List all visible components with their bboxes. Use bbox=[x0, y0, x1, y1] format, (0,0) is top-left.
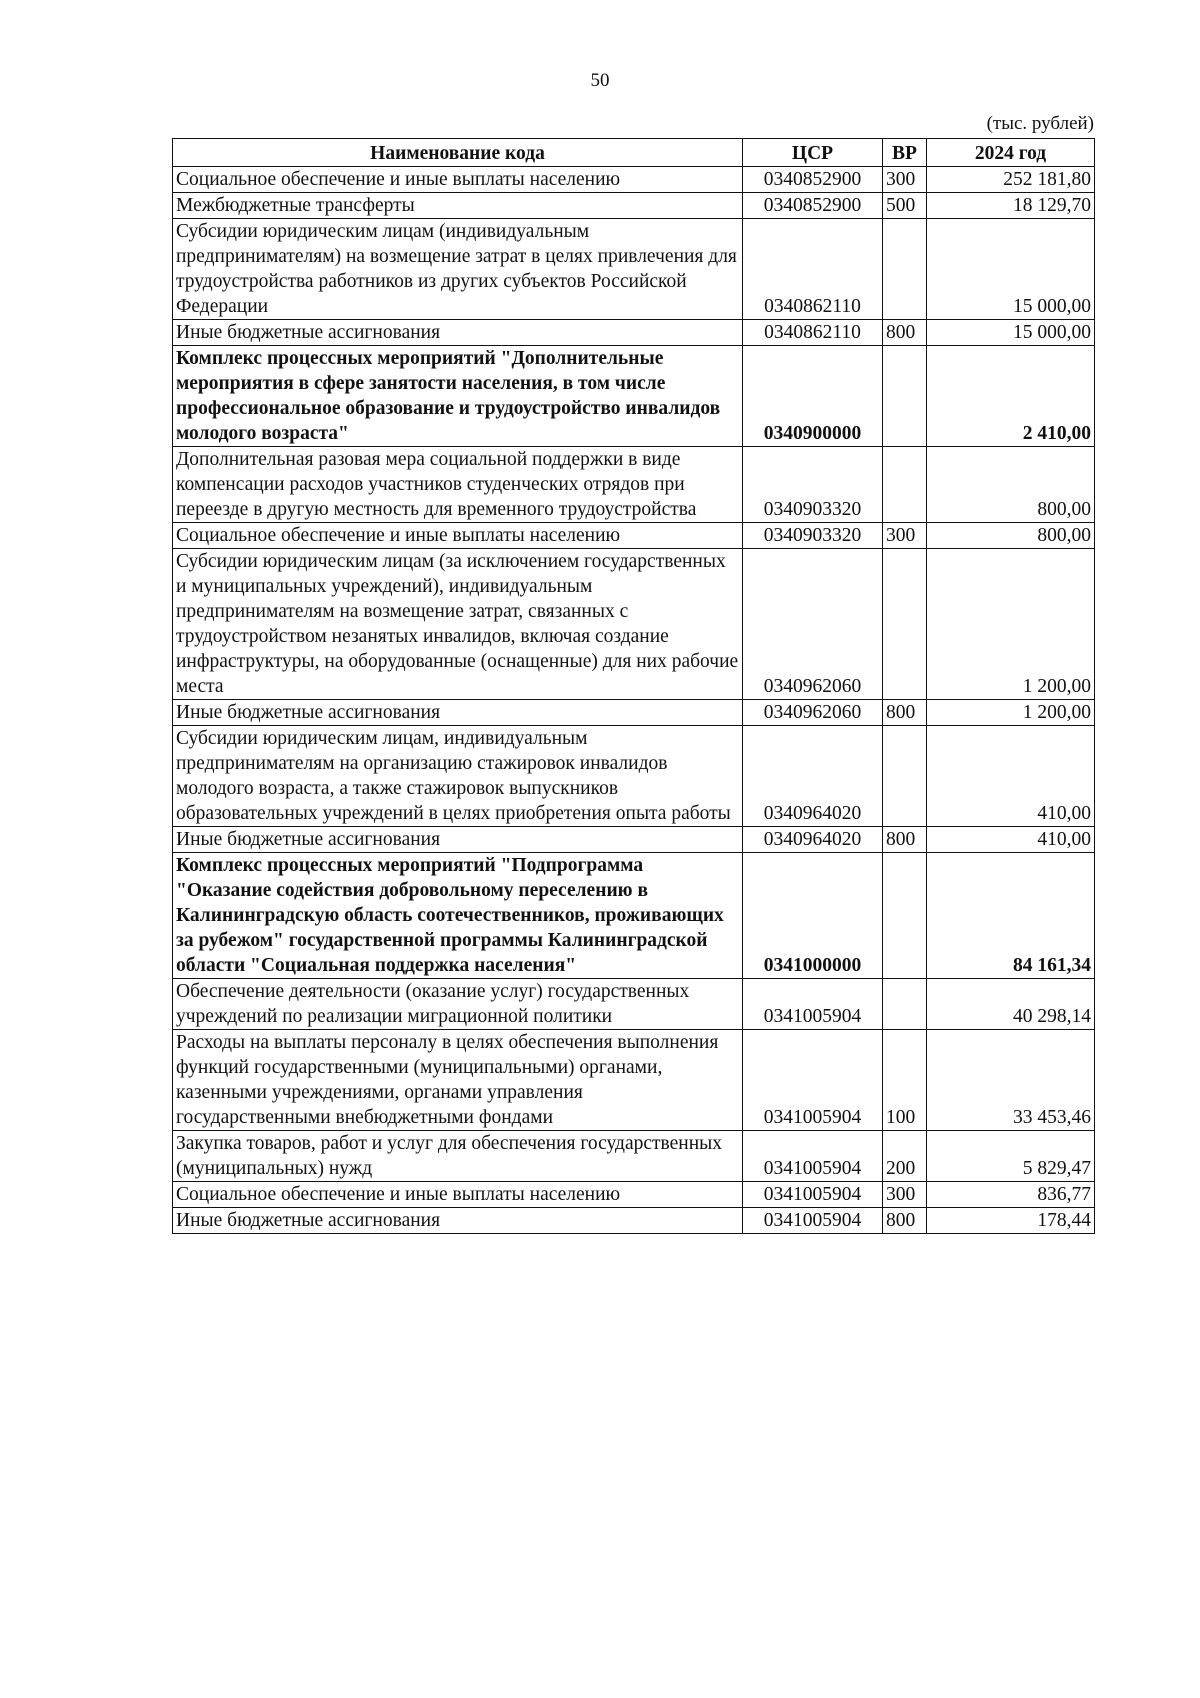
cell-csr: 0340862110 bbox=[743, 320, 883, 346]
cell-amount: 84 161,34 bbox=[927, 853, 1095, 979]
cell-name: Социальное обеспечение и иные выплаты населению bbox=[173, 523, 743, 549]
cell-name: Комплекс процессных мероприятий "Дополнительные мероприятия в сфере занятости населения, в том числе профессиональное образование и трудоустройство инвалидов молодого возраста" bbox=[173, 346, 743, 447]
cell-vr: 100 bbox=[883, 1030, 927, 1131]
cell-amount: 15 000,00 bbox=[927, 320, 1095, 346]
cell-name: Иные бюджетные ассигнования bbox=[173, 1208, 743, 1234]
cell-name: Дополнительная разовая мера социальной поддержки в виде компенсации расходов участников студенческих отрядов при переезде в другую местность для временного трудоустройства bbox=[173, 447, 743, 523]
table-row bbox=[173, 320, 1095, 346]
table-row bbox=[173, 219, 1095, 320]
header-amount: 2024 год bbox=[927, 139, 1095, 167]
cell-amount: 800,00 bbox=[927, 447, 1095, 523]
cell-amount: 15 000,00 bbox=[927, 219, 1095, 320]
cell-csr: 0341005904 bbox=[743, 1208, 883, 1234]
cell-amount: 2 410,00 bbox=[927, 346, 1095, 447]
cell-amount: 40 298,14 bbox=[927, 979, 1095, 1030]
cell-amount: 1 200,00 bbox=[927, 700, 1095, 726]
cell-vr bbox=[883, 346, 927, 447]
table-body bbox=[173, 167, 1095, 1234]
cell-vr: 800 bbox=[883, 700, 927, 726]
cell-vr: 300 bbox=[883, 1182, 927, 1208]
table-row bbox=[173, 549, 1095, 700]
table-row bbox=[173, 1131, 1095, 1182]
cell-csr: 0341005904 bbox=[743, 1131, 883, 1182]
cell-vr bbox=[883, 219, 927, 320]
cell-csr: 0340852900 bbox=[743, 193, 883, 219]
cell-amount: 33 453,46 bbox=[927, 1030, 1095, 1131]
budget-table bbox=[172, 138, 1095, 1234]
page-number: 50 bbox=[590, 70, 610, 91]
cell-amount: 836,77 bbox=[927, 1182, 1095, 1208]
cell-name: Социальное обеспечение и иные выплаты населению bbox=[173, 167, 743, 193]
cell-name: Иные бюджетные ассигнования bbox=[173, 320, 743, 346]
cell-vr bbox=[883, 549, 927, 700]
cell-csr: 0340903320 bbox=[743, 523, 883, 549]
cell-name: Комплекс процессных мероприятий "Подпрограмма "Оказание содействия добровольному переселению в Калининградскую область соотечественников, проживающих за рубежом" государственной программы Калининградской области "Социальная поддержка населения" bbox=[173, 853, 743, 979]
cell-vr bbox=[883, 979, 927, 1030]
cell-amount: 1 200,00 bbox=[927, 549, 1095, 700]
table-row bbox=[173, 167, 1095, 193]
cell-csr: 0340964020 bbox=[743, 726, 883, 827]
cell-csr: 0341005904 bbox=[743, 979, 883, 1030]
cell-csr: 0340852900 bbox=[743, 167, 883, 193]
cell-name: Иные бюджетные ассигнования bbox=[173, 700, 743, 726]
cell-name: Иные бюджетные ассигнования bbox=[173, 827, 743, 853]
cell-csr: 0340962060 bbox=[743, 549, 883, 700]
cell-csr: 0340862110 bbox=[743, 219, 883, 320]
cell-csr: 0340962060 bbox=[743, 700, 883, 726]
cell-csr: 0340964020 bbox=[743, 827, 883, 853]
cell-amount: 410,00 bbox=[927, 726, 1095, 827]
table-row bbox=[173, 979, 1095, 1030]
cell-name: Социальное обеспечение и иные выплаты населению bbox=[173, 1182, 743, 1208]
cell-amount: 410,00 bbox=[927, 827, 1095, 853]
table-row bbox=[173, 853, 1095, 979]
table-row bbox=[173, 1030, 1095, 1131]
cell-name: Субсидии юридическим лицам, индивидуальным предпринимателям на организацию стажировок инвалидов молодого возраста, а также стажировок выпускников образовательных учреждений в целях приобретения опыта работы bbox=[173, 726, 743, 827]
cell-name: Межбюджетные трансферты bbox=[173, 193, 743, 219]
header-csr: ЦСР bbox=[743, 139, 883, 167]
table-row bbox=[173, 700, 1095, 726]
cell-vr: 800 bbox=[883, 1208, 927, 1234]
cell-csr: 0341005904 bbox=[743, 1182, 883, 1208]
table-row bbox=[173, 827, 1095, 853]
header-vr: ВР bbox=[883, 139, 927, 167]
cell-name: Обеспечение деятельности (оказание услуг) государственных учреждений по реализации миграционной политики bbox=[173, 979, 743, 1030]
cell-csr: 0341005904 bbox=[743, 1030, 883, 1131]
cell-csr: 0341000000 bbox=[743, 853, 883, 979]
cell-name: Закупка товаров, работ и услуг для обеспечения государственных (муниципальных) нужд bbox=[173, 1131, 743, 1182]
table-row bbox=[173, 523, 1095, 549]
cell-vr: 800 bbox=[883, 827, 927, 853]
cell-vr: 800 bbox=[883, 320, 927, 346]
cell-vr: 200 bbox=[883, 1131, 927, 1182]
table-row bbox=[173, 346, 1095, 447]
table-row bbox=[173, 726, 1095, 827]
cell-amount: 18 129,70 bbox=[927, 193, 1095, 219]
cell-vr bbox=[883, 853, 927, 979]
table-header-row bbox=[173, 139, 1095, 167]
table-row bbox=[173, 447, 1095, 523]
cell-amount: 5 829,47 bbox=[927, 1131, 1095, 1182]
cell-vr bbox=[883, 726, 927, 827]
cell-amount: 800,00 bbox=[927, 523, 1095, 549]
cell-amount: 178,44 bbox=[927, 1208, 1095, 1234]
header-name: Наименование кода bbox=[173, 139, 743, 167]
table-row bbox=[173, 193, 1095, 219]
table-row bbox=[173, 1208, 1095, 1234]
cell-vr: 300 bbox=[883, 167, 927, 193]
units-label: (тыс. рублей) bbox=[986, 113, 1094, 134]
cell-name: Субсидии юридическим лицам (индивидуальным предпринимателям) на возмещение затрат в целях привлечения для трудоустройства работников из других субъектов Российской Федерации bbox=[173, 219, 743, 320]
cell-csr: 0340900000 bbox=[743, 346, 883, 447]
cell-amount: 252 181,80 bbox=[927, 167, 1095, 193]
cell-vr: 500 bbox=[883, 193, 927, 219]
cell-vr: 300 bbox=[883, 523, 927, 549]
cell-csr: 0340903320 bbox=[743, 447, 883, 523]
cell-name: Субсидии юридическим лицам (за исключением государственных и муниципальных учреждений), индивидуальным предпринимателям на возмещение затрат, связанных с трудоустройством незанятых инвалидов, включая создание инфраструктуры, на оборудованные (оснащенные) для них рабочие места bbox=[173, 549, 743, 700]
cell-name: Расходы на выплаты персоналу в целях обеспечения выполнения функций государственными (муниципальными) органами, казенными учреждениями, органами управления государственными внебюджетными фондами bbox=[173, 1030, 743, 1131]
table-row bbox=[173, 1182, 1095, 1208]
cell-vr bbox=[883, 447, 927, 523]
